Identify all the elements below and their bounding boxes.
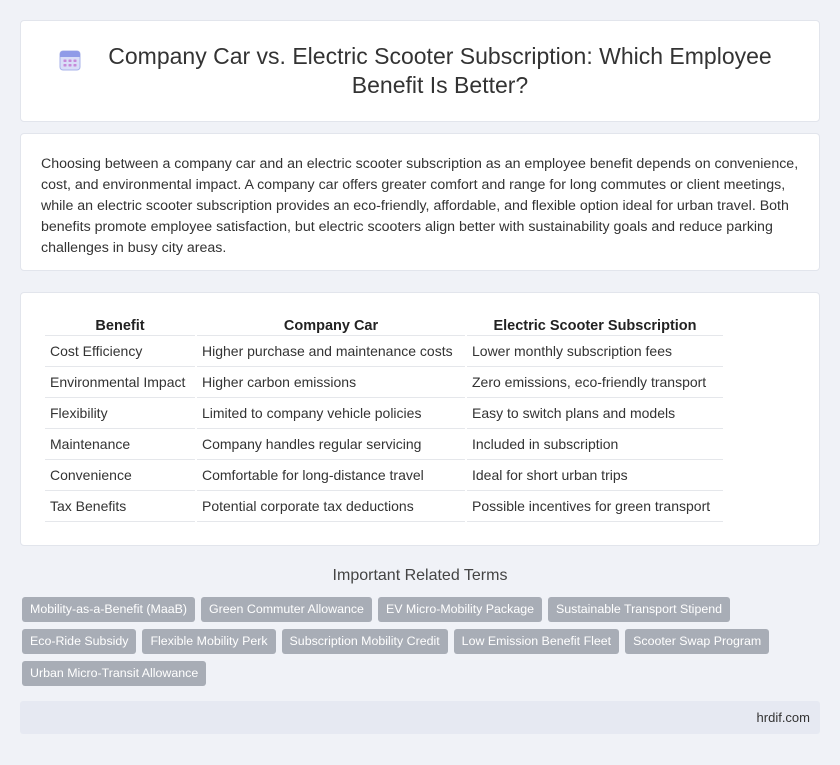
row-scooter: Included in subscription <box>467 429 723 460</box>
related-term-tag[interactable]: Scooter Swap Program <box>625 629 769 654</box>
related-term-tag[interactable]: Sustainable Transport Stipend <box>548 597 730 622</box>
row-scooter: Easy to switch plans and models <box>467 398 723 429</box>
header-electric-scooter: Electric Scooter Subscription <box>467 316 723 336</box>
table-row <box>45 398 723 429</box>
table-header-row <box>45 316 723 336</box>
row-benefit: Convenience <box>45 460 195 491</box>
row-company-car: Higher carbon emissions <box>197 367 465 398</box>
title-card <box>20 20 820 122</box>
related-term-tag[interactable]: Subscription Mobility Credit <box>282 629 448 654</box>
row-benefit: Cost Efficiency <box>45 336 195 367</box>
row-scooter: Ideal for short urban trips <box>467 460 723 491</box>
related-term-tag[interactable]: Green Commuter Allowance <box>201 597 372 622</box>
table-row <box>45 429 723 460</box>
related-term-tag[interactable]: Low Emission Benefit Fleet <box>454 629 619 654</box>
row-benefit: Flexibility <box>45 398 195 429</box>
header-company-car: Company Car <box>197 316 465 336</box>
row-benefit: Environmental Impact <box>45 367 195 398</box>
footer <box>20 701 820 734</box>
table-row <box>45 336 723 367</box>
table-row <box>45 367 723 398</box>
row-company-car: Comfortable for long-distance travel <box>197 460 465 491</box>
footer-site-link[interactable]: hrdif.com <box>756 710 810 725</box>
row-scooter: Possible incentives for green transport <box>467 491 723 522</box>
row-scooter: Lower monthly subscription fees <box>467 336 723 367</box>
row-company-car: Higher purchase and maintenance costs <box>197 336 465 367</box>
related-terms-list <box>22 597 822 686</box>
table-row <box>45 460 723 491</box>
table-row <box>45 491 723 522</box>
row-company-car: Potential corporate tax deductions <box>197 491 465 522</box>
page-title: Company Car vs. Electric Scooter Subscription: Which Employee Benefit Is Better? <box>108 43 772 98</box>
related-term-tag[interactable]: Flexible Mobility Perk <box>142 629 275 654</box>
related-terms-heading: Important Related Terms <box>332 567 508 584</box>
intro-card <box>20 133 820 271</box>
row-benefit: Maintenance <box>45 429 195 460</box>
row-company-car: Company handles regular servicing <box>197 429 465 460</box>
related-term-tag[interactable]: Eco-Ride Subsidy <box>22 629 136 654</box>
header-benefit: Benefit <box>45 316 195 336</box>
related-term-tag[interactable]: EV Micro-Mobility Package <box>378 597 542 622</box>
row-benefit: Tax Benefits <box>45 491 195 522</box>
intro-paragraph: Choosing between a company car and an electric scooter subscription as an employee benefit depends on convenience, cost, and environmental impact. A company car offers greater comfort and range for long commutes or client meetings, while an electric scooter subscription provides an eco-friendly, affordable, and flexible option ideal for urban travel. Both benefits promote employee satisfaction, but electric scooters align better with sustainability goals and reduce parking challenges in busy city areas. <box>41 156 799 256</box>
related-term-tag[interactable]: Mobility-as-a-Benefit (MaaB) <box>22 597 195 622</box>
related-term-tag[interactable]: Urban Micro-Transit Allowance <box>22 661 206 686</box>
comparison-table <box>43 316 725 522</box>
row-scooter: Zero emissions, eco-friendly transport <box>467 367 723 398</box>
comparison-card <box>20 292 820 546</box>
row-company-car: Limited to company vehicle policies <box>197 398 465 429</box>
